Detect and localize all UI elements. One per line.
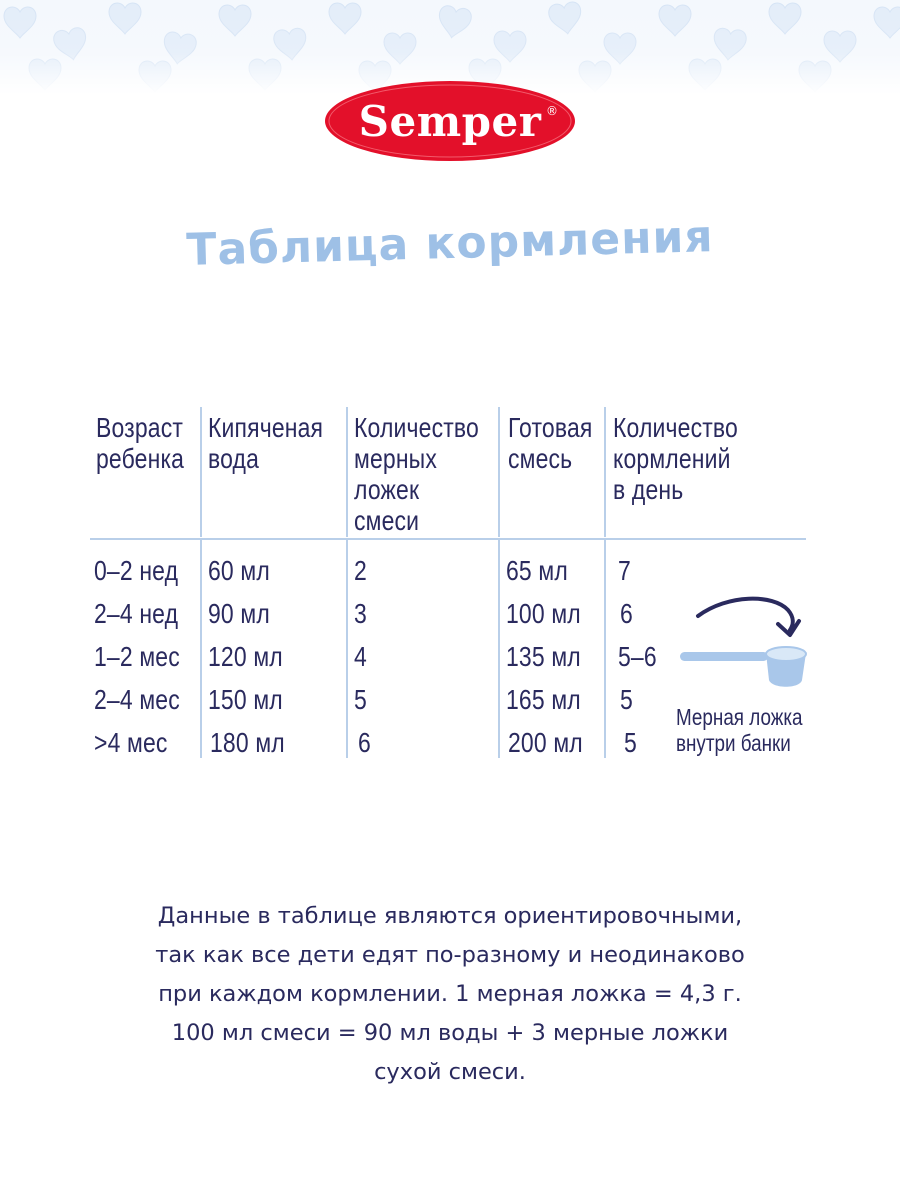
column-divider — [346, 407, 348, 537]
header-line: Готовая — [508, 412, 593, 443]
header-line: Возраст — [96, 412, 184, 443]
header-line: кормлений — [613, 443, 731, 474]
caption-line: Мерная ложка — [676, 704, 803, 730]
column-divider — [498, 407, 500, 537]
cell-age: 2–4 нед — [94, 598, 179, 629]
cell-feedings: 5–6 — [618, 641, 657, 672]
header-line: Количество — [613, 412, 738, 443]
cell-mix: 165 мл — [506, 684, 581, 715]
cell-mix: 200 мл — [508, 727, 583, 758]
cell-mix: 65 мл — [506, 555, 568, 586]
cell-water: 150 мл — [208, 684, 283, 715]
column-divider — [200, 540, 202, 758]
spoon-caption — [676, 704, 803, 756]
column-divider — [498, 540, 500, 758]
note-line: сухой смеси. — [374, 1059, 526, 1085]
column-divider — [604, 407, 606, 537]
header-line: ложек — [354, 474, 420, 505]
header-ready-mix — [508, 412, 592, 474]
cell-water: 60 мл — [208, 555, 270, 586]
column-divider — [346, 540, 348, 758]
header-line: Количество — [354, 412, 479, 443]
header-scoops — [354, 412, 479, 536]
header-line: смеси — [354, 505, 420, 536]
cell-feedings: 6 — [620, 598, 633, 629]
cell-age: >4 мес — [94, 727, 168, 758]
header-feedings-per-day — [613, 412, 738, 505]
header-line: Кипяченая — [208, 412, 324, 443]
cell-scoops: 3 — [354, 598, 367, 629]
page-title: Таблица кормления — [185, 211, 715, 276]
note-line: Данные в таблице являются ориентировочными, — [157, 903, 743, 929]
column-divider — [604, 540, 606, 758]
header-line: мерных — [354, 443, 437, 474]
header-line: смесь — [508, 443, 573, 474]
note-line: при каждом кормлении. 1 мерная ложка = 4,3 г. — [158, 981, 742, 1007]
note-line: так как все дети едят по-разному и неодинаково — [155, 942, 745, 968]
cell-age: 2–4 мес — [94, 684, 180, 715]
cell-feedings: 5 — [620, 684, 633, 715]
caption-line: внутри банки — [676, 730, 791, 756]
disclaimer-note — [100, 897, 800, 1092]
header-age — [96, 412, 184, 474]
cell-mix: 100 мл — [506, 598, 581, 629]
cell-mix: 135 мл — [506, 641, 581, 672]
cell-water: 120 мл — [208, 641, 283, 672]
note-line: 100 мл смеси = 90 мл воды + 3 мерные ложки — [171, 1020, 729, 1046]
cell-feedings: 7 — [618, 555, 631, 586]
cell-feedings: 5 — [624, 727, 637, 758]
brand-name: Semper — [358, 96, 542, 146]
header-water — [208, 412, 323, 474]
cell-age: 0–2 нед — [94, 555, 179, 586]
cell-scoops: 6 — [358, 727, 371, 758]
cell-water: 180 мл — [210, 727, 285, 758]
cell-scoops: 4 — [354, 641, 367, 672]
cell-scoops: 2 — [354, 555, 367, 586]
header-line: ребенка — [96, 443, 185, 474]
cell-age: 1–2 мес — [94, 641, 180, 672]
semper-logo — [324, 80, 576, 162]
column-divider — [200, 407, 202, 537]
header-line: в день — [613, 474, 684, 505]
header-line: вода — [208, 443, 260, 474]
cell-scoops: 5 — [354, 684, 367, 715]
cell-water: 90 мл — [208, 598, 270, 629]
registered-mark: ® — [546, 104, 558, 118]
header-divider — [90, 538, 806, 540]
measuring-spoon-icon — [668, 590, 818, 700]
